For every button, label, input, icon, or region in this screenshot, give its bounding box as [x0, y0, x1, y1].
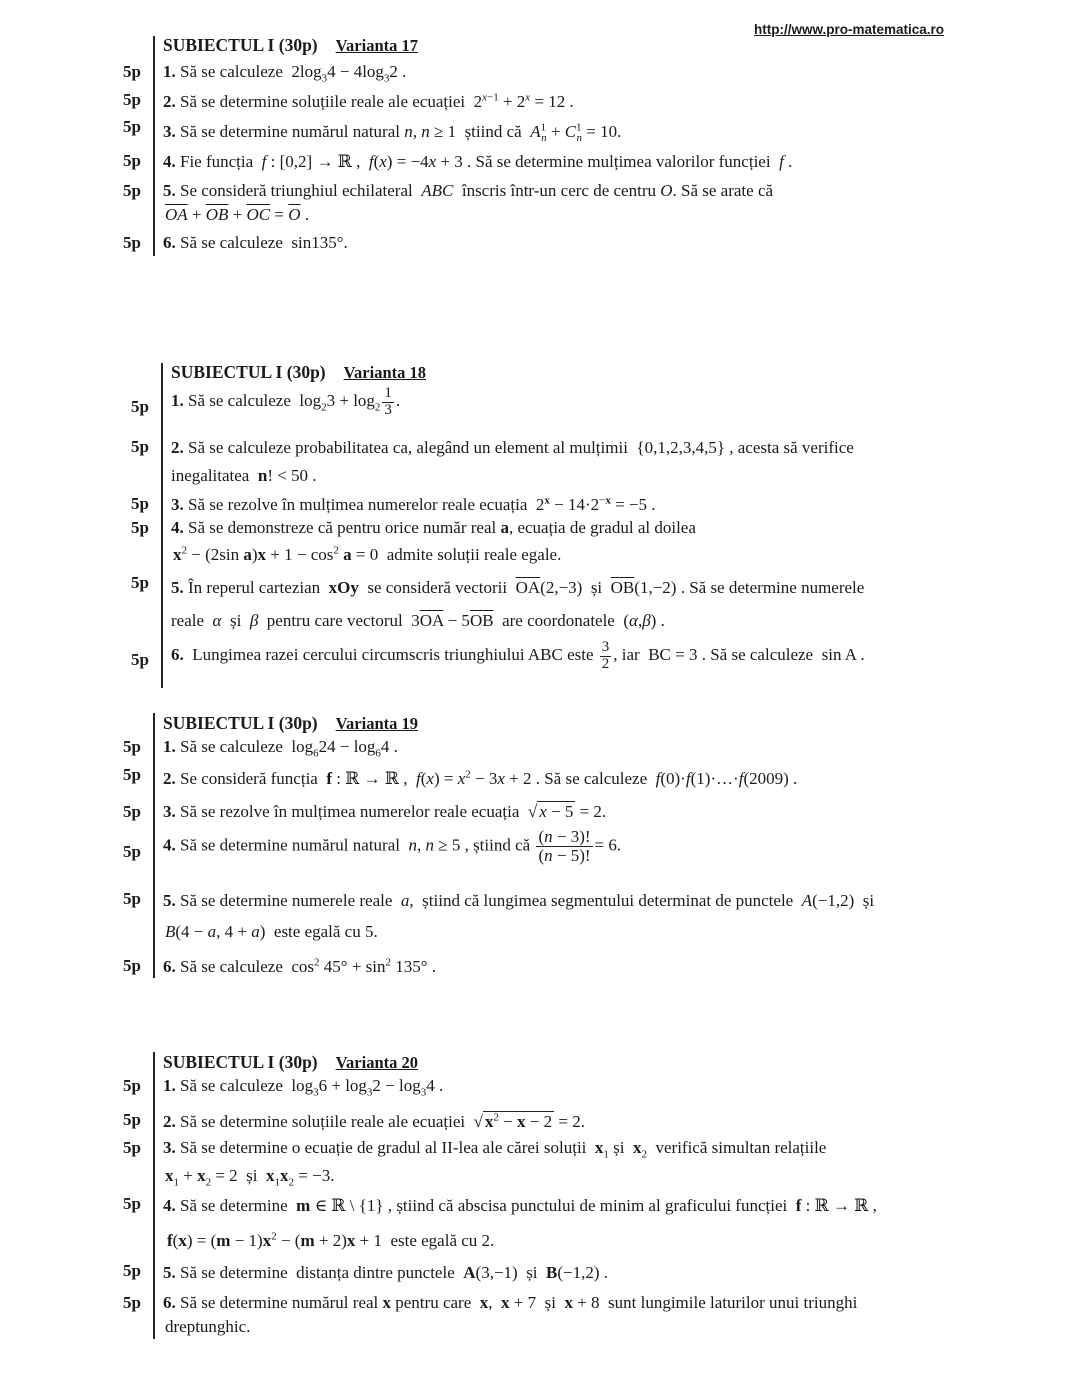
problem-2: 2. Să se determine soluțiile reale ale ecuației √ $x^2 - x - 2 = 2$.: [163, 1111, 585, 1131]
problem-3: 3. Să se determine o ecuație de gradul al II-lea ale cărei soluții $x_1$ și $x_2$ verifică simultan relațiile: [163, 1138, 827, 1161]
problem-1: 1. Să se calculeze $\log_36 + \log_32 - \log_34$ .: [163, 1076, 444, 1099]
subject-title: SUBIECTUL I (30p): [163, 713, 318, 733]
points-label: 5p: [123, 62, 141, 81]
subject-heading: [163, 1052, 418, 1073]
subject-title: SUBIECTUL I (30p): [163, 35, 318, 55]
problem-6: 6. Să se calculeze sin135°.: [163, 233, 348, 252]
site-link[interactable]: http://www.pro-matematica.ro: [754, 22, 945, 37]
problem-2: 2. Se consideră funcția f : ℝ → ℝ , $f(x) = x^2 - 3x + 2$ . Să se calculeze f(0)·f(1)·…·f(2009) .: [163, 768, 798, 788]
points-label: 5p: [131, 397, 149, 416]
divider-line: [153, 713, 155, 978]
points-label: 5p: [123, 117, 141, 136]
problem-1: 1. Să se calculeze $\log_23 + \log_2$ $\frac{1}{3}$ .: [171, 385, 401, 418]
points-label: 5p: [131, 573, 149, 592]
variant-label: Varianta 18: [343, 363, 426, 382]
points-label: 5p: [123, 1293, 141, 1312]
points-label: 5p: [123, 1076, 141, 1095]
problem-4: 4. Să se demonstreze că pentru orice număr real a, ecuația de gradul al doilea: [171, 518, 696, 537]
problem-4: 4. Fie funcția f : [0,2] → ℝ , f(x) = −4x + 3 . Să se determine mulțimea valorilor funcției f .: [163, 152, 793, 171]
points-label: 5p: [131, 437, 149, 456]
subject-title: SUBIECTUL I (30p): [171, 362, 326, 382]
divider-line: [161, 363, 163, 688]
problem-1: 1. Să se calculeze $2\log_34 - 4\log_32$ .: [163, 62, 407, 85]
problem-3-line-2: $x_1 + x_2 = 2$ și $x_1x_2 = -3$.: [165, 1166, 335, 1189]
problem-1: 1. Să se calculeze $\log_624 - \log_64$ .: [163, 737, 398, 760]
points-label: 5p: [123, 1138, 141, 1157]
problem-6: 6. Lungimea razei cercului circumscris triunghiului ABC este $\frac{3}{2}$ , iar BC = 3 . Să se calculeze sin A .: [171, 639, 865, 672]
variant-label: Varianta 17: [335, 36, 418, 55]
points-label: 5p: [123, 1110, 141, 1129]
subject-title: SUBIECTUL I (30p): [163, 1052, 318, 1072]
problem-4-line-2: $x^2 - (2\sin$ $a)x + 1 - \cos^2 a = 0$ admite soluții reale egale.: [173, 544, 562, 564]
problem-5-line-2: $\overline{OA} + \overline{OB} + \overline{OC} = \overline{O}$ .: [165, 205, 310, 224]
problem-5: 5. Se consideră triunghiul echilateral ABC înscris într-un cerc de centru O. Să se arate că: [163, 181, 774, 200]
points-label: 5p: [123, 842, 141, 861]
points-label: 5p: [123, 1261, 141, 1280]
points-label: 5p: [123, 151, 141, 170]
problem-2: 2. Să se determine soluțiile reale ale ecuației $2^{x-1} + 2^x = 12$ .: [163, 91, 574, 111]
problem-3: 3. Să se rezolve în mulțimea numerelor reale ecuația √ x − 5 = 2.: [163, 802, 607, 821]
subject-heading: [171, 362, 426, 383]
problem-2: 2. Să se calculeze probabilitatea ca, alegând un element al mulțimii {0,1,2,3,4,5} , acesta să verifice: [171, 438, 854, 457]
problem-4: 4. Să se determine m ∈ ℝ \ {1} , știind că abscisa punctului de minim al graficului funcției f : ℝ → ℝ ,: [163, 1196, 877, 1215]
variant-label: Varianta 19: [335, 714, 418, 733]
problem-5-line-2: B(4 − a, 4 + a) este egală cu 5.: [165, 922, 378, 941]
points-label: 5p: [123, 233, 141, 252]
problem-5: 5. În reperul cartezian xOy se consideră vectorii $\overline{OA}(2,-3)$ și $\overline{OB}(1,-2)$ . Să se determine numerele: [171, 578, 865, 597]
problem-3: 3. Să se rezolve în mulțimea numerelor reale ecuația $2^x - 14\cdot 2^{-x} = -5$ .: [171, 494, 656, 514]
points-label: 5p: [123, 90, 141, 109]
points-label: 5p: [123, 737, 141, 756]
problem-5: 5. Să se determine distanța dintre punctele A(3,−1) și B(−1,2) .: [163, 1263, 609, 1282]
points-label: 5p: [123, 1194, 141, 1213]
problem-4: 4. Să se determine numărul natural n, n ≥ 5 , știind că $\frac{(n - 3)!}{(n - 5)!}$ = 6.: [163, 827, 622, 865]
points-label: 5p: [123, 765, 141, 784]
subject-heading: [163, 713, 418, 734]
points-label: 5p: [131, 518, 149, 537]
problem-5: 5. Să se determine numerele reale a, știind că lungimea segmentului determinat de punctele A(−1,2) și: [163, 891, 875, 910]
divider-line: [153, 36, 155, 256]
points-label: 5p: [123, 956, 141, 975]
problem-5-line-2: reale α și β pentru care vectorul $3\overline{OA} - 5\overline{OB}$ are coordonatele (α,β) .: [171, 611, 665, 630]
variant-label: Varianta 20: [335, 1053, 418, 1072]
points-label: 5p: [131, 650, 149, 669]
points-label: 5p: [123, 181, 141, 200]
problem-6-line-2: dreptunghic.: [165, 1317, 251, 1336]
divider-line: [153, 1052, 155, 1339]
problem-3: 3. Să se determine numărul natural n, n ≥ 1 știind că $A^1_n + C^1_n = 10$.: [163, 121, 622, 145]
problem-2-line-2: inegalitatea n! < 50 .: [171, 466, 317, 485]
problem-4-line-2: $f(x) = (m - 1)x^2 - (m + 2)x + 1$ este egală cu 2.: [167, 1230, 495, 1250]
problem-6: 6. Să se calculeze $\cos^2 45^\circ + \sin^2 135^\circ$ .: [163, 956, 437, 976]
problem-6: 6. Să se determine numărul real x pentru care x, x + 7 și x + 8 sunt lungimile laturilor unui triunghi: [163, 1293, 858, 1312]
points-label: 5p: [123, 889, 141, 908]
points-label: 5p: [131, 494, 149, 513]
points-label: 5p: [123, 802, 141, 821]
subject-heading: [163, 35, 418, 56]
